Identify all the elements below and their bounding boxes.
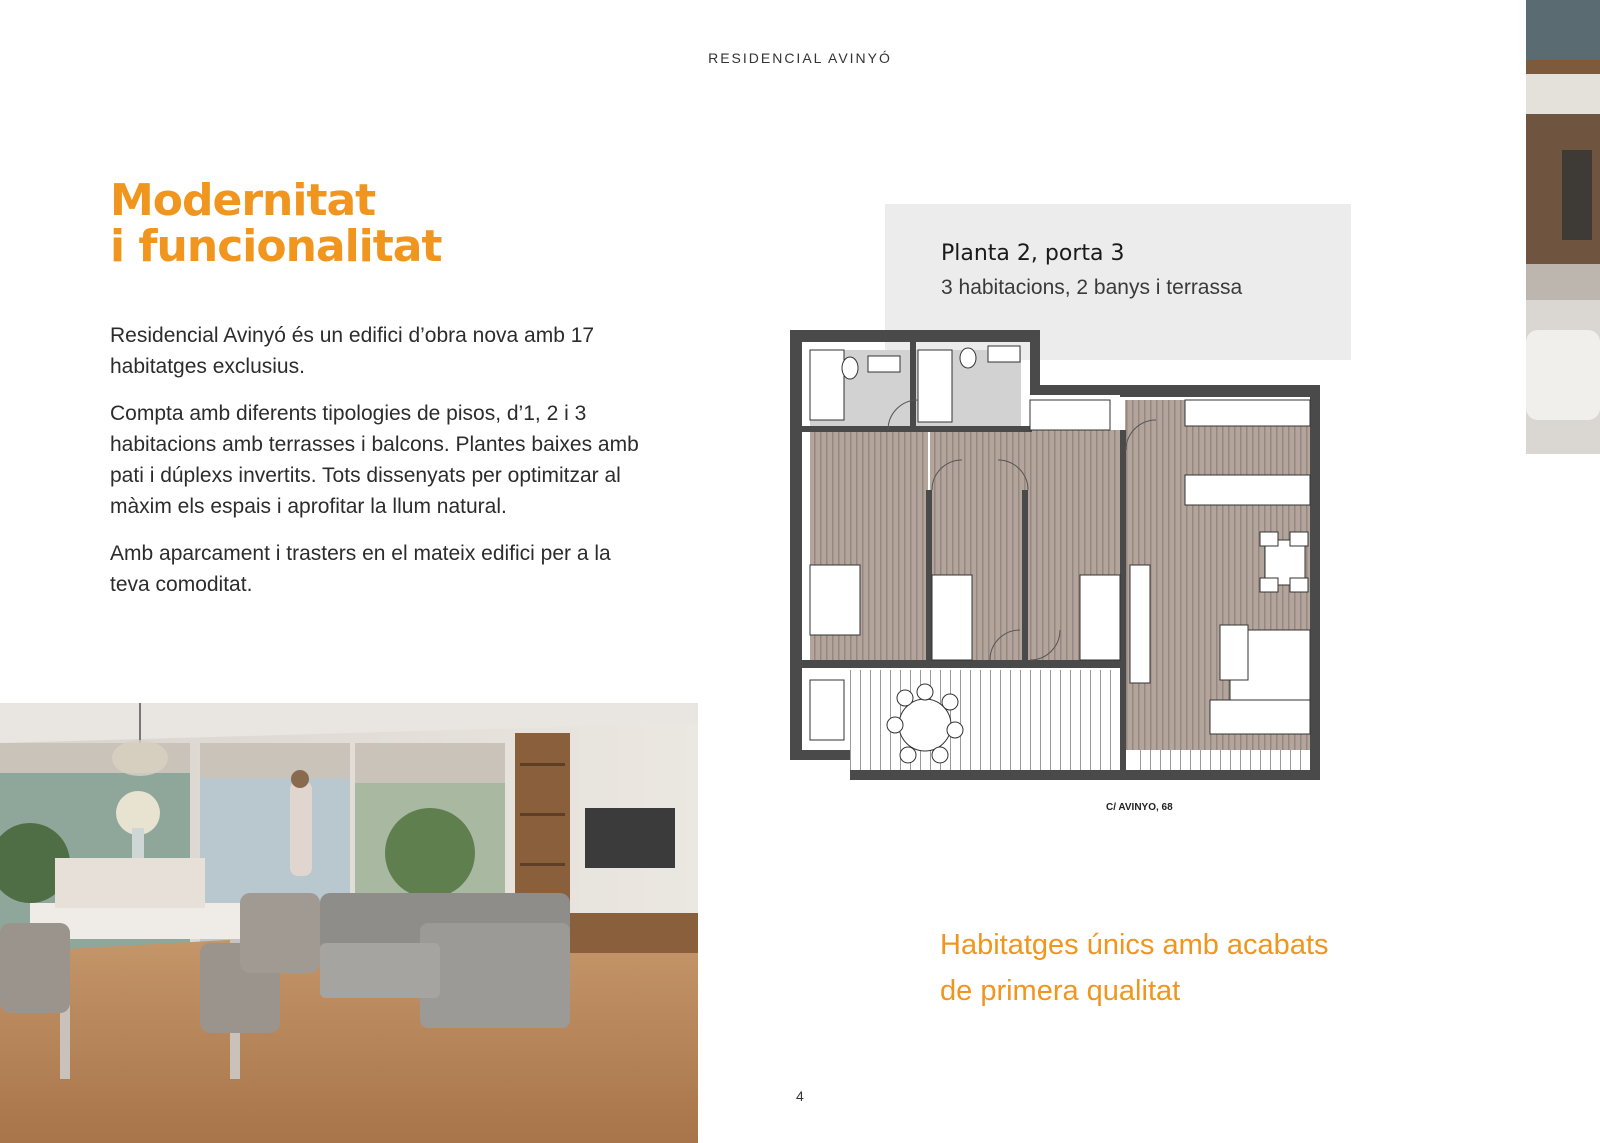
document-header: RESIDENCIAL AVINYÓ <box>708 50 892 66</box>
floor-plan <box>790 330 1350 810</box>
tagline <box>940 922 1329 1014</box>
paragraph-typologies: Compta amb diferents tipologies de pisos, d’1, 2 i 3 habitacions amb terrasses i balcons. Plantes baixes amb pati i dúplexs invertits. Tots dissenyats per optimitzar al màxim els espais i aprofitar la llum natural. <box>110 402 639 518</box>
page-number: 4 <box>796 1088 804 1104</box>
unit-description: 3 habitacions, 2 banys i terrassa <box>941 276 1243 299</box>
description-text <box>110 320 650 616</box>
exterior-photo-edge <box>1526 0 1600 454</box>
heading-line-1: Modernitat <box>110 175 376 226</box>
interior-photo <box>0 703 698 1143</box>
unit-title: Planta 2, porta 3 <box>941 241 1125 266</box>
page-heading <box>110 175 442 272</box>
heading-line-2: i funcionalitat <box>110 221 442 272</box>
tagline-line-1: Habitatges únics amb acabats <box>940 929 1329 961</box>
paragraph-parking: Amb aparcament i trasters en el mateix edifici per a la teva comoditat. <box>110 542 611 596</box>
paragraph-intro: Residencial Avinyó és un edifici d’obra nova amb 17 habitatges exclusius. <box>110 324 595 378</box>
street-label: C/ AVINYO, 68 <box>1106 802 1173 813</box>
tagline-line-2: de primera qualitat <box>940 975 1181 1007</box>
